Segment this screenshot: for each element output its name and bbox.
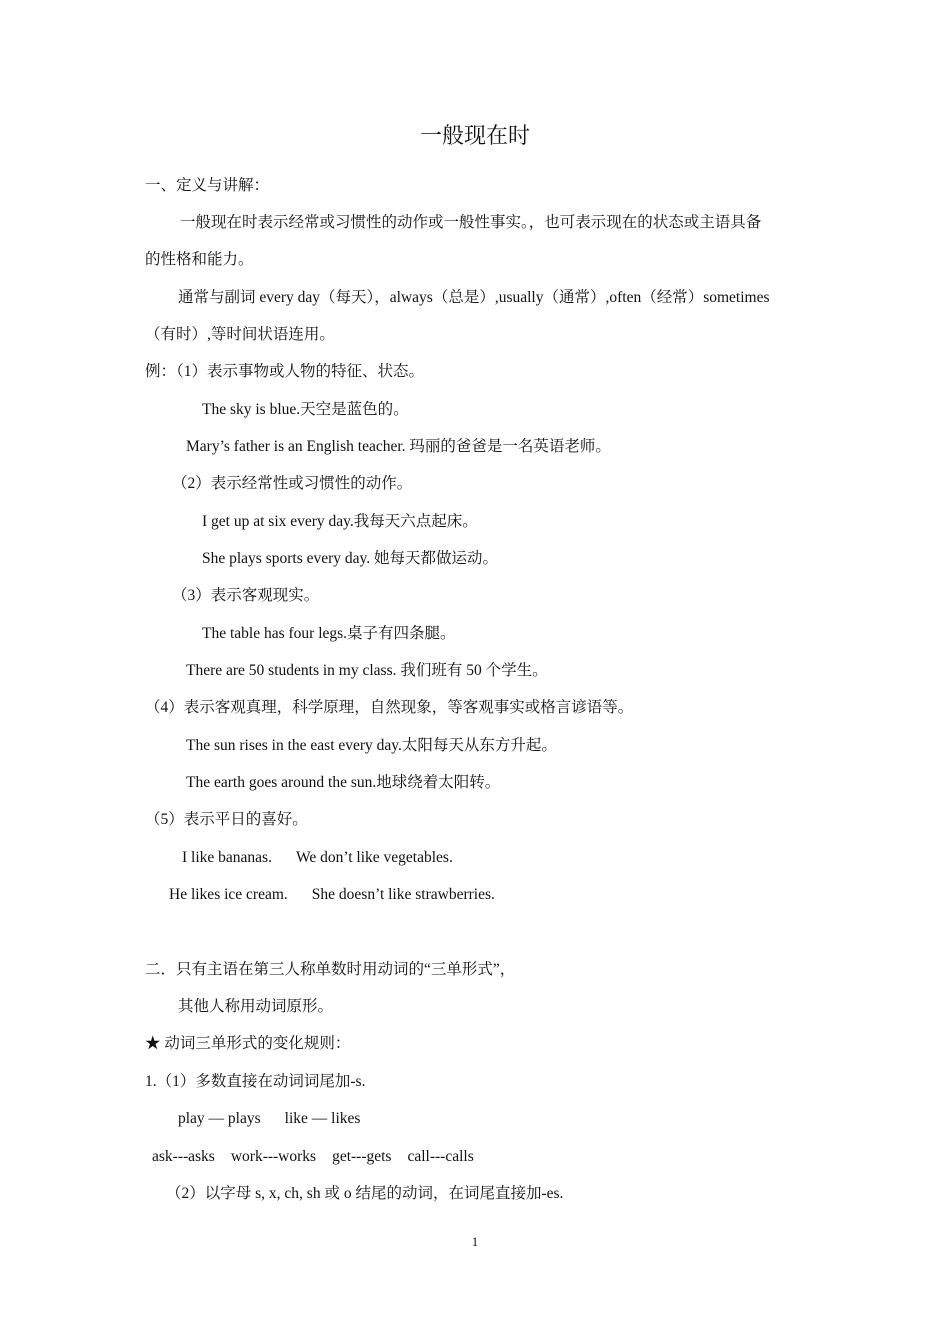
example5-sentence-b2: She doesn’t like strawberries. xyxy=(311,886,495,903)
rule1-example-play: play — plays xyxy=(178,1110,261,1127)
example2-sentence-a: I get up at six every day.我每天六点起床。 xyxy=(202,513,478,530)
rule1-example-work: work---works xyxy=(230,1148,317,1165)
example5-sentence-a2: We don’t like vegetables. xyxy=(295,849,453,866)
example3-heading: （3）表示客观现实。 xyxy=(172,587,320,604)
section1-heading: 一、定义与讲解： xyxy=(145,177,270,194)
definition-line1: 一般现在时表示经常或习惯性的动作或一般性事实。，也可表示现在的状态或主语具备 xyxy=(180,214,762,231)
adverbs-line1: 通常与副词 every day（每天），always（总是）,usually（通常）,often（经常）sometimes xyxy=(178,289,770,306)
example3-sentence-b: There are 50 students in my class. 我们班有 50 个学生。 xyxy=(186,662,548,679)
example4-sentence-b: The earth goes around the sun.地球绕着太阳转。 xyxy=(186,774,501,791)
rule1-example-get: get---gets xyxy=(332,1148,392,1165)
example4-sentence-a: The sun rises in the east every day.太阳每天从东方升起。 xyxy=(186,737,557,754)
page-title: 一般现在时 xyxy=(419,123,530,148)
example1-sentence-a: The sky is blue.天空是蓝色的。 xyxy=(202,401,409,418)
rule1-example-like: like — likes xyxy=(284,1110,361,1127)
example2-heading: （2）表示经常性或习惯性的动作。 xyxy=(172,475,413,492)
section2-heading: 二．只有主语在第三人称单数时用动词的“三单形式”， xyxy=(145,961,516,978)
rule2-heading: （2）以字母 s, x, ch, sh 或 o 结尾的动词，在词尾直接加-es. xyxy=(166,1185,564,1202)
definition-line2: 的性格和能力。 xyxy=(145,251,254,268)
example5-sentence-a1: I like bananas. xyxy=(182,849,272,866)
section2-heading-cont: 其他人称用动词原形。 xyxy=(178,998,334,1015)
rule1-example-ask: ask---asks xyxy=(152,1148,215,1165)
rules-heading: ★ 动词三单形式的变化规则： xyxy=(145,1035,351,1052)
rule1-example-row2 xyxy=(152,1147,474,1167)
example3-sentence-a: The table has four legs.桌子有四条腿。 xyxy=(202,625,456,642)
rule1-example-row1 xyxy=(178,1109,360,1129)
example5-heading: （5）表示平日的喜好。 xyxy=(145,811,308,828)
example5-sentence-b1: He likes ice cream. xyxy=(169,886,288,903)
example1-heading: 例：（1）表示事物或人物的特征、状态。 xyxy=(145,363,425,380)
rule1-example-call: call---calls xyxy=(407,1148,474,1165)
example2-sentence-b: She plays sports every day. 她每天都做运动。 xyxy=(202,550,499,567)
example4-heading: （4）表示客观真理，科学原理，自然现象，等客观事实或格言谚语等。 xyxy=(145,699,634,716)
example1-sentence-b: Mary’s father is an English teacher. 玛丽的爸爸是一名英语老师。 xyxy=(186,438,611,455)
example5-row-b xyxy=(169,885,495,905)
example5-row-a xyxy=(182,848,453,868)
page-number: 1 xyxy=(471,1234,479,1249)
adverbs-line2: （有时）,等时间状语连用。 xyxy=(145,326,335,343)
rule1-heading: 1.（1）多数直接在动词词尾加-s. xyxy=(145,1073,366,1090)
